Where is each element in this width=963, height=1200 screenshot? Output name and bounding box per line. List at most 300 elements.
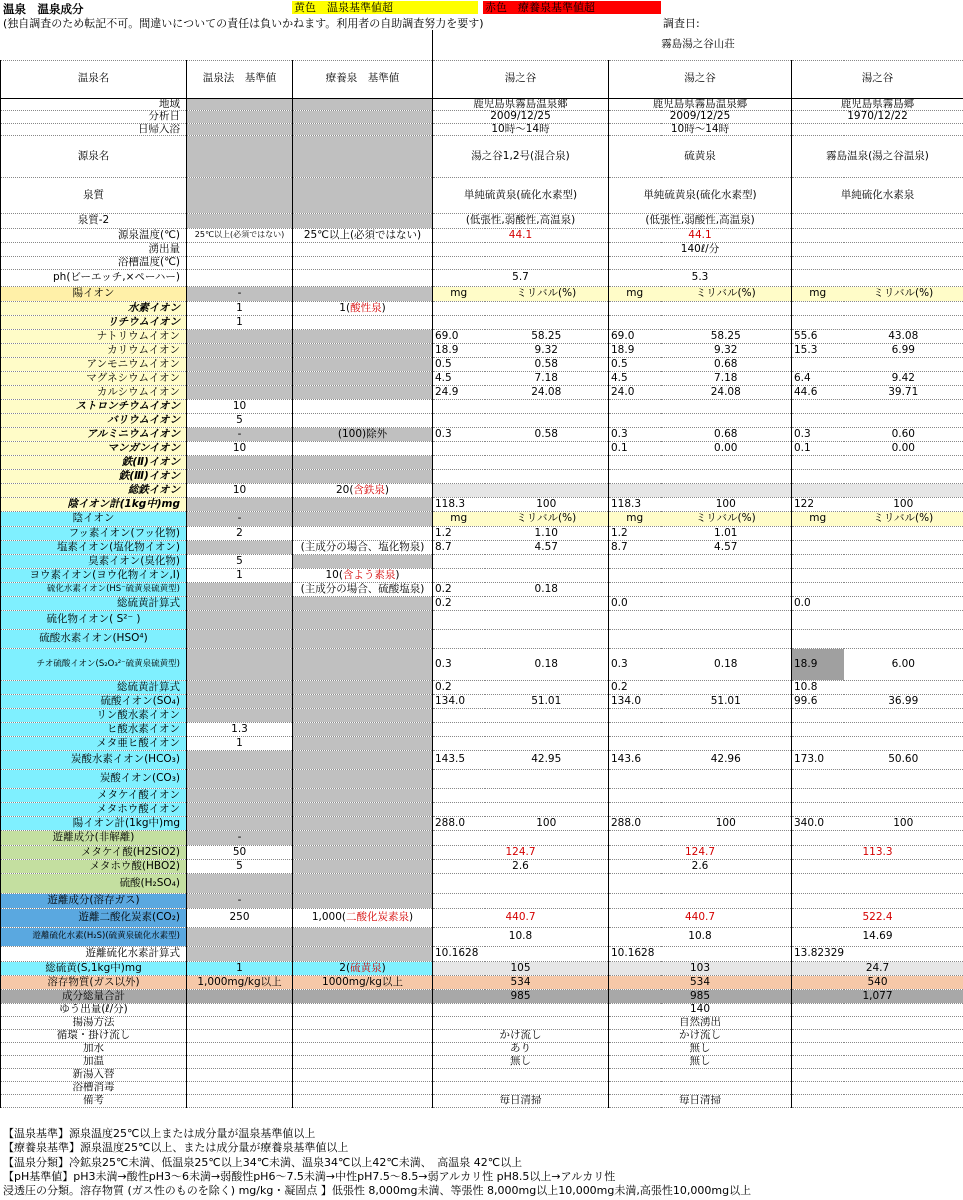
law-value: [187, 1030, 293, 1043]
law-value: [187, 270, 293, 287]
law-value: [187, 372, 293, 386]
free-value: 2.6: [609, 860, 792, 874]
basic-row-bath_temp: [1, 257, 963, 270]
ion-value: [844, 470, 963, 484]
ion-value: 0.3: [433, 649, 485, 681]
ion-label: ヨウ素イオン(ヨウ化物イオン,I): [1, 569, 187, 583]
therapy-value: 20(: [335, 483, 354, 496]
ion-row: [1, 597, 963, 611]
ion-value: [609, 737, 661, 751]
ion-value: 18.9: [609, 344, 661, 358]
ion-value: 99.6: [792, 695, 844, 709]
source-temp: 44.1: [609, 229, 792, 243]
ion-value: [844, 583, 963, 597]
row-label: 日帰入浴: [1, 123, 187, 136]
source-source: 硫黄泉: [609, 136, 792, 178]
law-value: [187, 214, 293, 229]
ion-value: [844, 541, 963, 555]
facility-value: [433, 1069, 609, 1082]
facility-name: 霧島湯之谷山荘: [433, 30, 963, 60]
ion-value: 8.7: [609, 541, 661, 555]
ion-value: [844, 770, 963, 789]
ion-value: [792, 484, 844, 498]
free-value: 113.3: [792, 846, 963, 860]
ion-value: 0.3: [792, 428, 844, 442]
ion-value: [844, 316, 963, 330]
ion-row: [1, 541, 963, 555]
ion-row: [1, 681, 963, 695]
ion-label: 総鉄イオン: [1, 484, 187, 498]
ion-label: マグネシウムイオン: [1, 372, 187, 386]
law-value: 50: [187, 846, 293, 860]
law-value: 25℃以上(必須ではない): [187, 229, 293, 243]
law-value: -: [187, 287, 293, 302]
free-label: 遊離硫化水素(H₂S)(硫黄泉硫化水素型): [1, 928, 187, 947]
ion-value: [661, 302, 792, 316]
law-value: 1: [187, 316, 293, 330]
basic-row-ph: [1, 270, 963, 287]
ion-row: [1, 456, 963, 470]
law-value: [187, 344, 293, 358]
ion-value: 0.58: [485, 428, 609, 442]
ion-value: [609, 630, 661, 649]
ion-row: [1, 751, 963, 770]
therapy-type: 含鉄泉: [353, 483, 385, 496]
unit-mg: mg: [609, 512, 661, 527]
ion-value: [661, 470, 792, 484]
ion-value: [661, 400, 792, 414]
law-value: [187, 583, 293, 597]
unit-mval: ミリバル(%): [844, 512, 963, 527]
ion-value: [433, 723, 485, 737]
facility-value: [792, 1095, 963, 1108]
ion-value: [844, 456, 963, 470]
law-value: [187, 928, 293, 947]
therapy-value: [293, 344, 433, 358]
ion-value: [844, 789, 963, 803]
ion-value: 288.0: [609, 817, 661, 831]
blank-cell: [609, 894, 792, 909]
ion-value: [609, 803, 661, 817]
law-value: [187, 136, 293, 178]
unit-mg: mg: [433, 512, 485, 527]
free-row: [1, 928, 963, 947]
facility-label: ゆう出量(ℓ/分): [1, 1004, 187, 1017]
therapy-value: [293, 330, 433, 344]
ion-row: [1, 737, 963, 751]
ion-label: 硫酸水素イオン(HSO⁴): [1, 630, 187, 649]
therapy-value: [293, 302, 433, 316]
therapy-value: [293, 709, 433, 723]
therapy-close: ): [381, 961, 386, 974]
ion-value: 288.0: [433, 817, 485, 831]
therapy-value: [293, 358, 433, 372]
law-value: [187, 330, 293, 344]
ion-value: [844, 597, 963, 611]
ion-value: [844, 611, 963, 630]
therapy-value: [293, 947, 433, 962]
ion-value: [792, 358, 844, 372]
source-temp: 44.1: [433, 229, 609, 243]
ion-value: 4.57: [485, 541, 609, 555]
therapy-value: [293, 178, 433, 214]
ion-value: [792, 770, 844, 789]
blank-cell: [609, 831, 792, 846]
ion-value: [609, 723, 661, 737]
therapy-value: [293, 136, 433, 178]
ion-value: [792, 302, 844, 316]
ion-value: 18.9: [792, 649, 844, 681]
ion-row: [1, 803, 963, 817]
row-label: 浴槽温度(℃): [1, 257, 187, 270]
ion-value: 43.08: [844, 330, 963, 344]
source-quality: 単純硫黄泉(硫化水素型): [433, 178, 609, 214]
ion-value: 15.3: [792, 344, 844, 358]
free-value: 440.7: [609, 909, 792, 928]
ion-value: 44.6: [792, 386, 844, 400]
ion-value: 0.0: [792, 597, 844, 611]
facility-info-row: [1, 1056, 963, 1069]
ion-value: [844, 569, 963, 583]
facility-value: 無し: [609, 1056, 792, 1069]
ion-value: [609, 569, 661, 583]
footnote-line: 【温泉基準】源泉温度25℃以上または成分量が温泉基準値以上: [3, 1127, 316, 1140]
ion-value: [661, 709, 792, 723]
facility-info-row: [1, 1069, 963, 1082]
law-value: 1: [187, 737, 293, 751]
therapy-type: 二酸化炭素泉: [346, 911, 410, 924]
calc-value: 10.1628: [433, 947, 609, 962]
ion-value: 100: [661, 817, 792, 831]
ion-value: 6.00: [844, 649, 963, 681]
ion-row: [1, 709, 963, 723]
law-value: [187, 649, 293, 681]
ion-value: [485, 611, 609, 630]
ion-value: [792, 541, 844, 555]
ion-value: 9.32: [661, 344, 792, 358]
ion-value: 100: [844, 817, 963, 831]
ion-value: [792, 569, 844, 583]
ion-value: [844, 358, 963, 372]
ion-label: バリウムイオン: [1, 414, 187, 428]
free-row: [1, 846, 963, 860]
law-value: [187, 386, 293, 400]
ion-row: [1, 770, 963, 789]
row-label: 源泉温度(℃): [1, 229, 187, 243]
total-sulfur-row: [1, 962, 963, 976]
therapy-value: [293, 1030, 433, 1043]
ion-label: フッ素イオン(フッ化物): [1, 527, 187, 541]
facility-value: [433, 1004, 609, 1017]
facility-info-row: [1, 1030, 963, 1043]
source-name: 湯之谷: [792, 60, 963, 98]
ion-value: [433, 414, 485, 428]
ion-row: [1, 414, 963, 428]
therapy-value: [293, 846, 433, 860]
therapy-value: [293, 1043, 433, 1056]
ion-value: 0.60: [844, 428, 963, 442]
facility-value: 毎日清掃: [609, 1095, 792, 1108]
ion-label: 陰イオン計(1kg中)mg: [1, 498, 187, 512]
ion-value: [792, 414, 844, 428]
ion-value: [609, 484, 661, 498]
therapy-value: [293, 527, 433, 541]
law-value: [187, 123, 293, 136]
legend-yellow: 黄色 温泉基準値超: [292, 1, 478, 14]
anion-header-row: [1, 512, 963, 527]
therapy-value: [293, 541, 433, 555]
law-value: 5: [187, 414, 293, 428]
ion-value: [661, 789, 792, 803]
facility-value: 140: [609, 1004, 792, 1017]
therapy-close: ): [395, 568, 400, 581]
ion-value: [433, 737, 485, 751]
ion-value: [485, 803, 609, 817]
ion-row: [1, 484, 963, 498]
facility-value: 無し: [609, 1043, 792, 1056]
ion-row: [1, 789, 963, 803]
free-value: 14.69: [792, 928, 963, 947]
ion-row: [1, 302, 963, 316]
ion-value: [661, 316, 792, 330]
therapy-value: [293, 98, 433, 111]
therapy-value: [293, 372, 433, 386]
ion-value: [792, 583, 844, 597]
row-label: 湧出量: [1, 243, 187, 257]
law-value: 10: [187, 484, 293, 498]
ion-value: 0.1: [792, 442, 844, 456]
summary-value: 985: [609, 990, 792, 1004]
ion-value: [661, 803, 792, 817]
ion-label: リチウムイオン: [1, 316, 187, 330]
ion-value: [661, 414, 792, 428]
law-value: [187, 470, 293, 484]
ion-label: 炭酸イオン(CO₃): [1, 770, 187, 789]
therapy-value: [293, 817, 433, 831]
ion-value: 24.0: [609, 386, 661, 400]
facility-label: 備考: [1, 1095, 187, 1108]
ion-row: [1, 630, 963, 649]
therapy-value: (主成分の場合、硫酸塩泉): [300, 582, 425, 595]
ion-label: 総硫黄計算式: [1, 681, 187, 695]
basic-row-date: [1, 111, 963, 124]
ion-value: [844, 630, 963, 649]
therapy-value: [293, 1082, 433, 1095]
composition-table: [0, 30, 963, 1108]
law-value: 2: [187, 527, 293, 541]
ion-value: 0.3: [609, 428, 661, 442]
therapy-value: [293, 414, 433, 428]
therapy-value: [293, 470, 433, 484]
source-name: 湯之谷: [433, 60, 609, 98]
ion-label: 硫化水素イオン(HS⁻硫黄泉硫黄型): [1, 583, 187, 597]
ion-label: アンモニウムイオン: [1, 358, 187, 372]
therapy-value: 25℃以上(必須ではない): [293, 229, 433, 243]
free-value: 124.7: [433, 846, 609, 860]
ion-value: 18.9: [433, 344, 485, 358]
ion-value: [661, 770, 792, 789]
ion-value: 4.5: [609, 372, 661, 386]
facility-value: 自然湧出: [609, 1017, 792, 1030]
unit-mg: mg: [792, 512, 844, 527]
ion-label: 水素イオン: [1, 302, 187, 316]
therapy-value: [293, 990, 433, 1004]
ion-value: 69.0: [433, 330, 485, 344]
footnote-line: 【温泉分類】冷鉱泉25℃未満、低温泉25℃以上34℃未満、温泉34℃以上42℃未満、 高温泉 42℃以上: [3, 1155, 523, 1169]
ion-value: 8.7: [433, 541, 485, 555]
ion-value: 118.3: [609, 498, 661, 512]
therapy-value: [293, 611, 433, 630]
law-value: 250: [187, 909, 293, 928]
ion-row: [1, 386, 963, 400]
ion-value: [433, 803, 485, 817]
therapy-value: 2(: [339, 961, 351, 974]
ion-value: [844, 803, 963, 817]
facility-value: [792, 1030, 963, 1043]
ion-value: 0.00: [844, 442, 963, 456]
col-name-label: 温泉名: [1, 60, 187, 98]
law-value: [187, 611, 293, 630]
ion-row: [1, 583, 963, 597]
ion-value: 0.2: [433, 597, 485, 611]
ion-value: [485, 456, 609, 470]
therapy-close: ): [409, 911, 414, 924]
ion-value: [433, 316, 485, 330]
ion-value: 100: [485, 498, 609, 512]
facility-label: 新湯入替: [1, 1069, 187, 1082]
law-value: [187, 111, 293, 124]
ion-label: メタケイ酸イオン: [1, 789, 187, 803]
source-quality2: (低張性,弱酸性,高温泉): [433, 214, 609, 229]
ion-value: [609, 709, 661, 723]
free-value: 10.8: [433, 928, 609, 947]
ion-value: [433, 770, 485, 789]
law-value: [187, 770, 293, 789]
ion-row: [1, 611, 963, 630]
free-label: 硫酸(H₂SO₄): [1, 874, 187, 894]
ion-value: [661, 456, 792, 470]
section-label: 陰イオン: [1, 512, 187, 527]
law-value: [187, 695, 293, 709]
ion-value: 143.5: [433, 751, 485, 770]
section-label: 遊離成分(非解離): [1, 831, 187, 846]
ion-label: メタ亜ヒ酸イオン: [1, 737, 187, 751]
ion-value: [485, 555, 609, 569]
source-name: 湯之谷: [609, 60, 792, 98]
ion-value: [792, 737, 844, 751]
ion-row: [1, 817, 963, 831]
ion-value: 173.0: [792, 751, 844, 770]
free-value: [433, 874, 609, 894]
ion-value: [485, 630, 609, 649]
ion-value: 0.5: [433, 358, 485, 372]
ion-value: 10.8: [792, 681, 844, 695]
ion-value: [433, 442, 485, 456]
law-value: [187, 358, 293, 372]
source-date: 1970/12/22: [792, 111, 963, 124]
therapy-value: (100)除外: [337, 427, 388, 440]
ion-value: [433, 400, 485, 414]
ion-value: [844, 709, 963, 723]
law-value: 1,000mg/kg以上: [187, 976, 293, 990]
ion-label: カルシウムイオン: [1, 386, 187, 400]
facility-info-row: [1, 1082, 963, 1095]
therapy-value: [293, 484, 433, 498]
law-value: -: [187, 428, 293, 442]
ion-value: [844, 555, 963, 569]
law-value: [187, 990, 293, 1004]
ion-value: 1.01: [661, 527, 792, 541]
ion-value: [485, 484, 609, 498]
law-value: [187, 541, 293, 555]
therapy-close: ): [381, 301, 386, 314]
ion-row: [1, 498, 963, 512]
ion-label: リン酸水素イオン: [1, 709, 187, 723]
ion-value: [792, 630, 844, 649]
ion-value: 0.18: [661, 649, 792, 681]
facility-value: [792, 1069, 963, 1082]
facility-value: [792, 1056, 963, 1069]
ion-value: [609, 456, 661, 470]
ion-label: 硫化物イオン( S²⁻ ): [1, 611, 187, 630]
unit-mg: mg: [792, 287, 844, 302]
law-value: -: [187, 512, 293, 527]
ion-value: [433, 709, 485, 723]
ion-value: 100: [844, 498, 963, 512]
source-bath_temp: [609, 257, 792, 270]
basic-row-flow: [1, 243, 963, 257]
therapy-type: 硫黄泉: [350, 961, 382, 974]
ion-value: [433, 630, 485, 649]
ion-value: [792, 527, 844, 541]
ion-value: [433, 470, 485, 484]
ion-row: [1, 569, 963, 583]
free-value: 522.4: [792, 909, 963, 928]
blank-cell: [792, 831, 963, 846]
therapy-value: [293, 386, 433, 400]
therapy-value: [293, 597, 433, 611]
ion-value: 58.25: [661, 330, 792, 344]
free-gas-header: [1, 894, 963, 909]
law-value: [187, 709, 293, 723]
ion-value: 1.10: [485, 527, 609, 541]
section-label: 陽イオン: [1, 287, 187, 302]
therapy-close: ): [384, 483, 390, 496]
therapy-value: [293, 400, 433, 414]
survey-date-label: 調査日:: [663, 17, 700, 30]
ion-value: 55.6: [792, 330, 844, 344]
ion-value: 0.18: [485, 649, 609, 681]
ion-label: 陽イオン計(1kg中)mg: [1, 817, 187, 831]
facility-value: [609, 1082, 792, 1095]
summary-value: 534: [433, 976, 609, 990]
source-ph: [792, 270, 963, 287]
ion-value: 7.18: [485, 372, 609, 386]
therapy-value: [293, 695, 433, 709]
law-value: [187, 243, 293, 257]
free-label: 遊離二酸化炭素(CO₂): [1, 909, 187, 928]
row-label: 分析日: [1, 111, 187, 124]
row-label: 地域: [1, 98, 187, 111]
law-value: [187, 257, 293, 270]
therapy-value: [293, 1069, 433, 1082]
law-value: [187, 751, 293, 770]
ion-value: [485, 470, 609, 484]
source-bath_temp: [792, 257, 963, 270]
ion-value: 4.5: [433, 372, 485, 386]
ion-value: 0.18: [485, 583, 609, 597]
law-value: [187, 1082, 293, 1095]
